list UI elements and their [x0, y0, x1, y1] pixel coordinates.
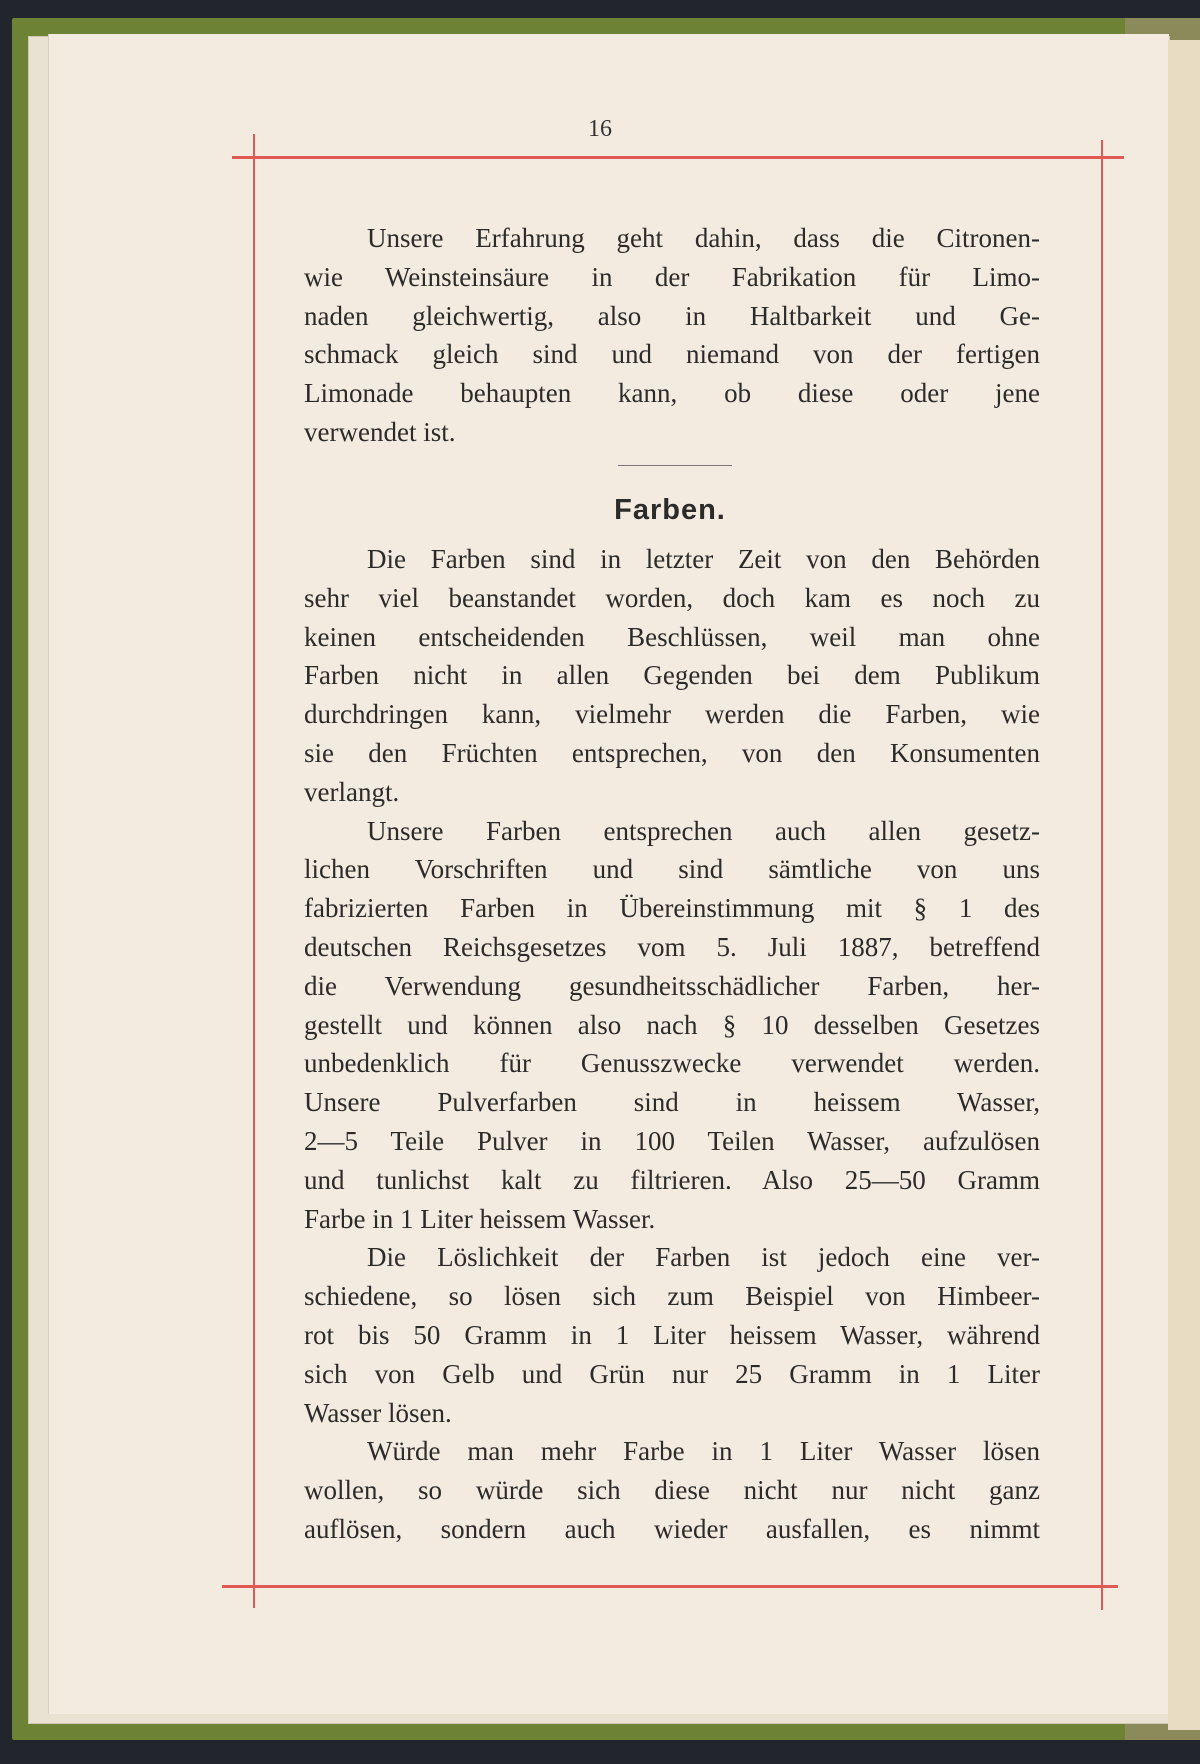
text-line: verlangt.: [304, 776, 400, 807]
text-line: Farben nicht in allen Gegenden bei dem Publikum: [304, 660, 1040, 691]
frame-left-rule: [253, 134, 255, 1608]
text-line: und tunlichst kalt zu filtrieren. Also 25—50 Gramm: [304, 1164, 1040, 1195]
page-number: 16: [588, 116, 612, 142]
text-line: Wasser lösen.: [304, 1397, 452, 1428]
text-line: wie Weinsteinsäure in der Fabrikation für Limo-: [304, 261, 1040, 292]
frame-top-rule: [232, 156, 1124, 159]
text-line: gestellt und können also nach § 10 desselben Gesetzes: [304, 1009, 1040, 1040]
text-line: Die Löslichkeit der Farben ist jedoch eine ver-: [367, 1242, 1040, 1273]
text-line: unbedenklich für Genusszwecke verwendet werden.: [304, 1048, 1040, 1079]
text-line: Farbe in 1 Liter heissem Wasser.: [304, 1203, 656, 1234]
text-line: die Verwendung gesundheitsschädlicher Farben, her-: [304, 970, 1040, 1001]
text-line: Die Farben sind in letzter Zeit von den Behörden: [367, 544, 1040, 574]
text-line: Unsere Farben entsprechen auch allen gesetz-: [367, 815, 1040, 846]
text-line: keinen entscheidenden Beschlüssen, weil man ohne: [304, 621, 1040, 652]
text-line: sehr viel beanstandet worden, doch kam es noch zu: [304, 582, 1040, 613]
text-line: deutschen Reichsgesetzes vom 5. Juli 1887, betreffend: [304, 932, 1040, 962]
text-line: Würde man mehr Farbe in 1 Liter Wasser lösen: [367, 1436, 1040, 1467]
frame-bottom-rule: [222, 1585, 1118, 1588]
text-line: sie den Früchten entsprechen, von den Konsumenten: [304, 738, 1040, 768]
text-line: auflösen, sondern auch wieder ausfallen, es nimmt: [304, 1514, 1040, 1544]
text-line: rot bis 50 Gramm in 1 Liter heissem Wasser, während: [304, 1320, 1040, 1350]
frame-right-rule: [1101, 140, 1103, 1610]
facing-page-edge: [1168, 40, 1200, 1730]
text-line: Unsere Pulverfarben sind in heissem Wasser,: [304, 1087, 1040, 1118]
text-line: durchdringen kann, vielmehr werden die Farben, wie: [304, 699, 1040, 730]
text-line: Unsere Erfahrung geht dahin, dass die Citronen-: [367, 223, 1040, 253]
section-divider: [618, 465, 732, 466]
text-line: verwendet ist.: [304, 417, 456, 447]
text-line: naden gleichwertig, also in Haltbarkeit und Ge-: [304, 300, 1040, 331]
text-line: schiedene, so lösen sich zum Beispiel von Himbeer-: [304, 1281, 1040, 1312]
text-line: Limonade behaupten kann, ob diese oder jene: [304, 378, 1040, 409]
section-heading: Farben.: [614, 494, 726, 526]
text-line: 2—5 Teile Pulver in 100 Teilen Wasser, aufzulösen: [304, 1126, 1040, 1156]
text-line: fabrizierten Farben in Übereinstimmung mit § 1 des: [304, 893, 1040, 924]
text-line: lichen Vorschriften und sind sämtliche von uns: [304, 854, 1040, 885]
text-line: sich von Gelb und Grün nur 25 Gramm in 1 Liter: [304, 1358, 1040, 1389]
text-line: wollen, so würde sich diese nicht nur nicht ganz: [304, 1475, 1040, 1506]
text-line: schmack gleich sind und niemand von der fertigen: [304, 339, 1040, 370]
